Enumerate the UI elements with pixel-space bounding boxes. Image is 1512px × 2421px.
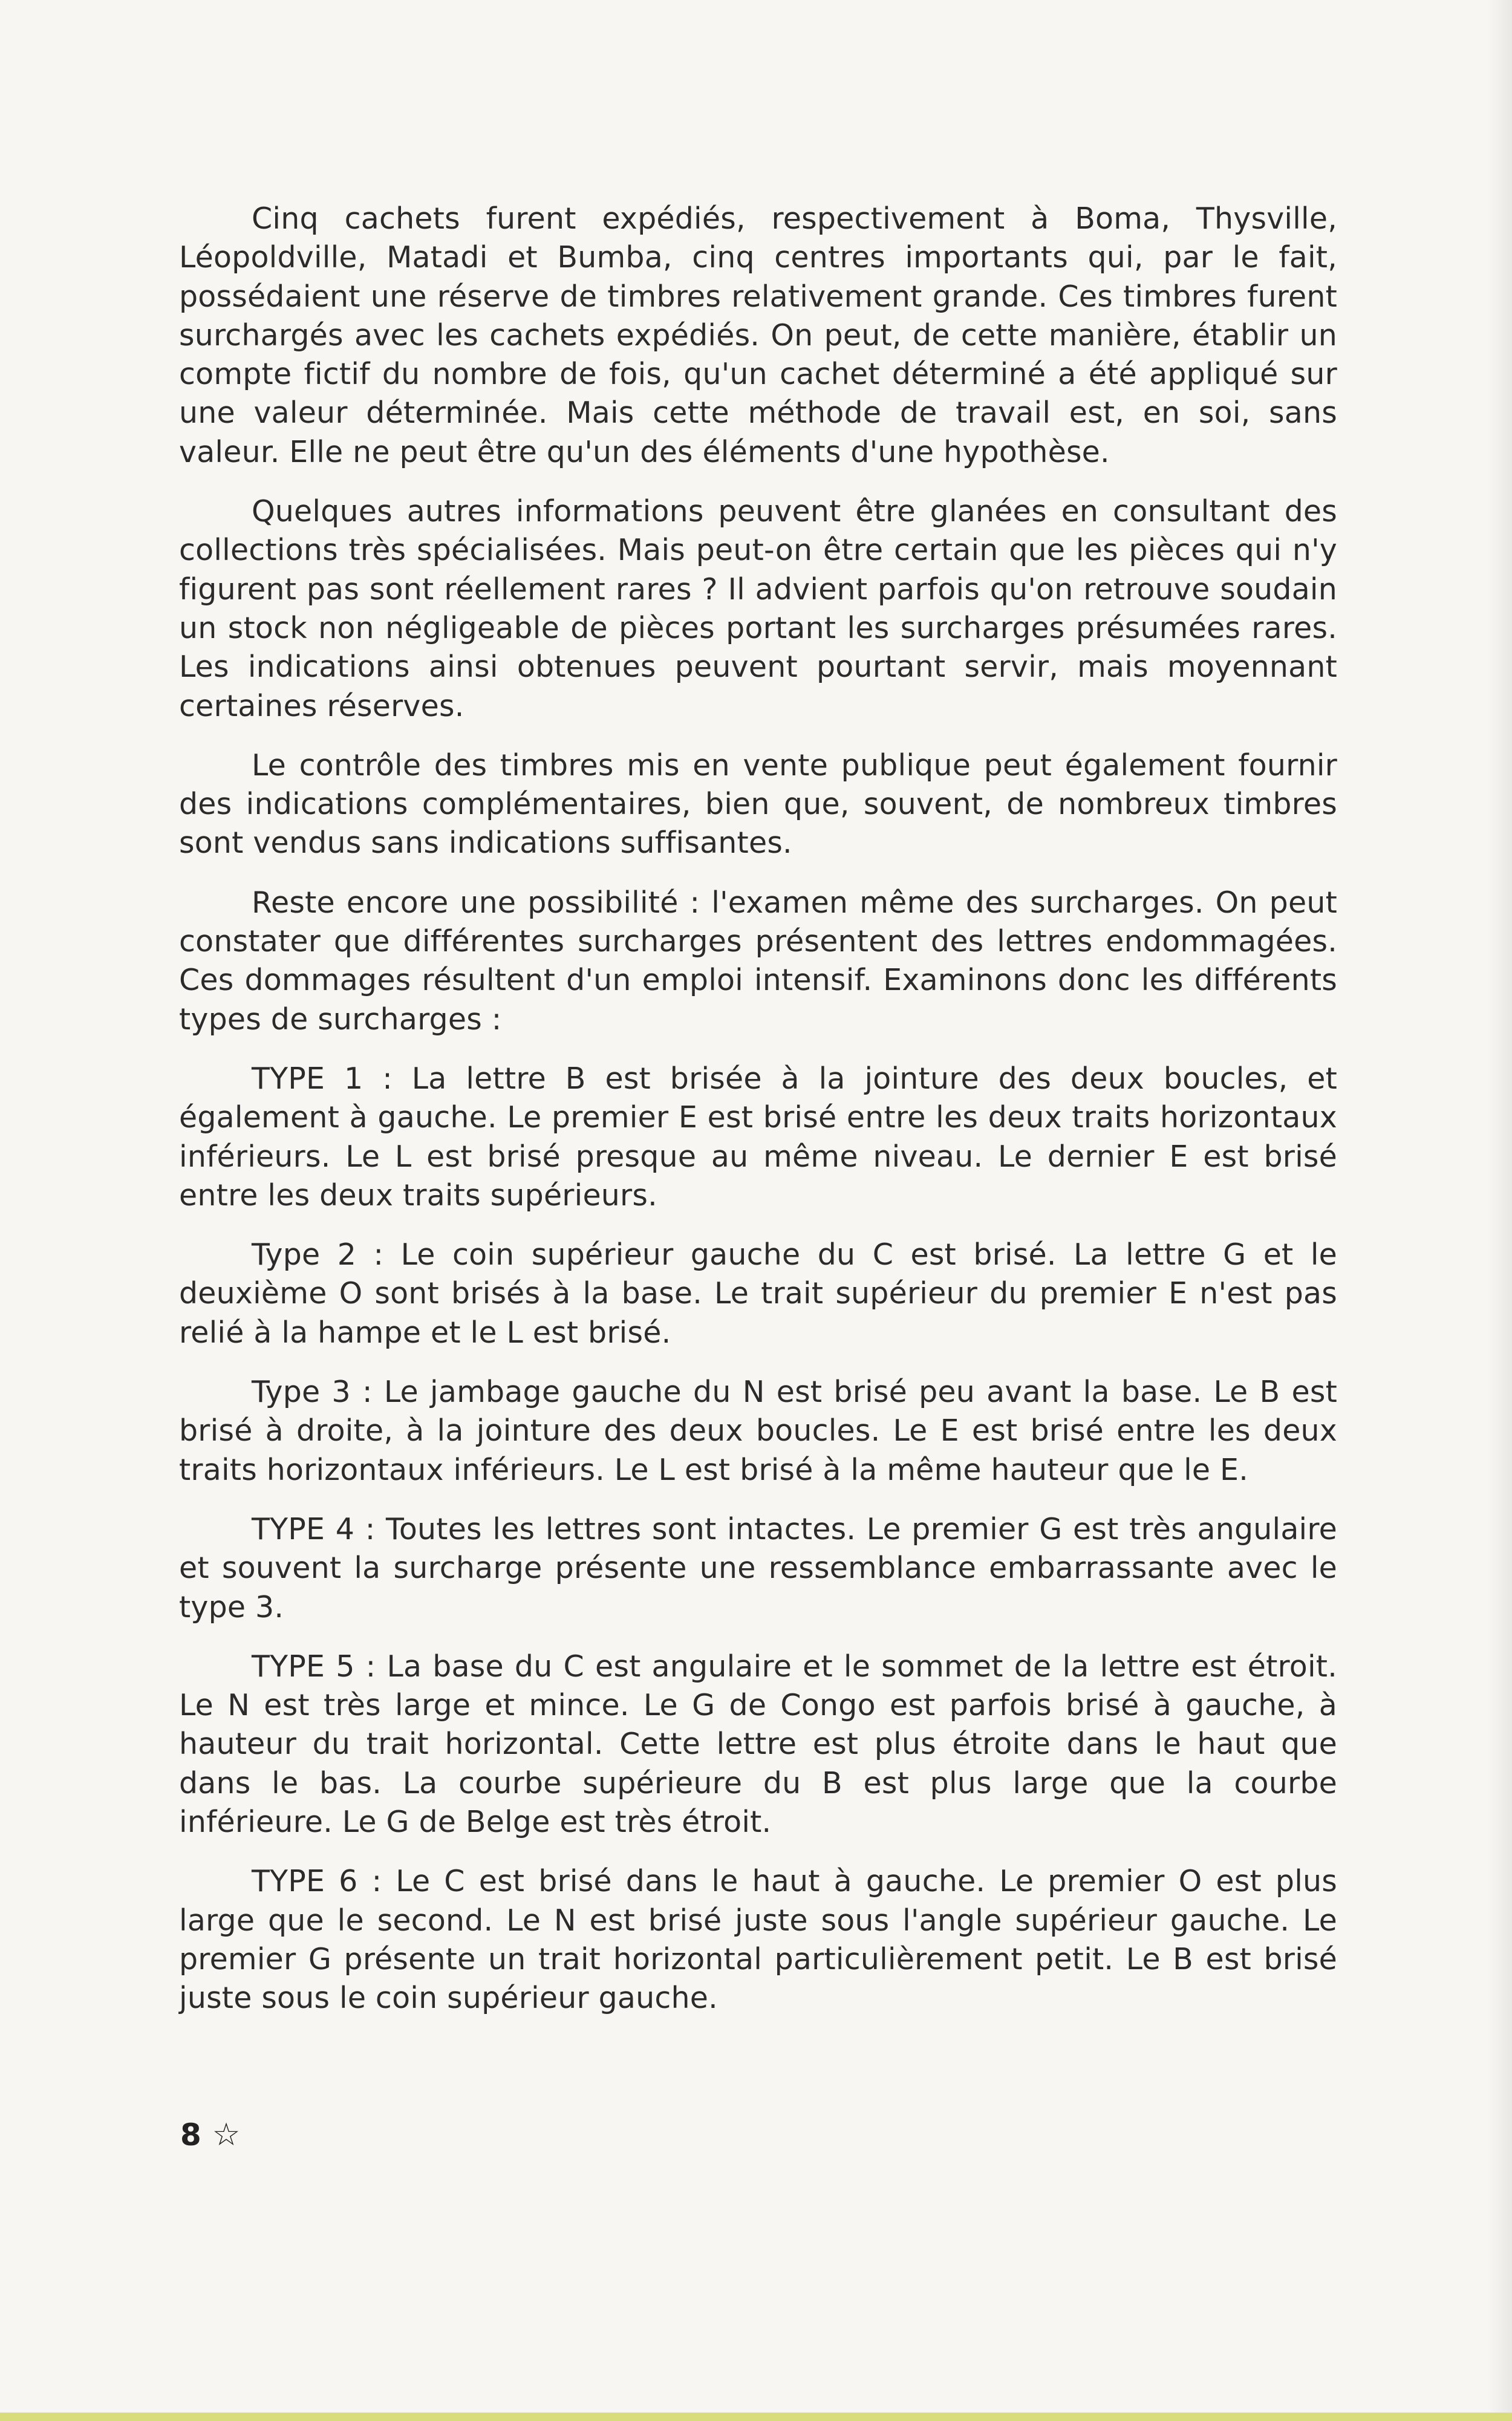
paragraph-type-3: Type 3 : Le jambage gauche du N est brisé peu avant la base. Le B est brisé à droite, à la jointure des deux boucles. Le E est brisé entre les deux traits horizontaux inférieurs. Le L est brisé à la même hauteur que le E.	[179, 1375, 1337, 1487]
paragraph-type-5: TYPE 5 : La base du C est angulaire et le sommet de la lettre est étroit. Le N est très large et mince. Le G de Congo est parfois brisé à gauche, à hauteur du trait horizontal. Cette lettre est plus étroite dans le haut que dans le bas. La courbe supérieure du B est plus large que la courbe inférieure. Le G de Belge est très étroit.	[179, 1649, 1337, 1839]
star-icon: ☆	[212, 2117, 241, 2153]
body-text	[179, 200, 1337, 2038]
paragraph-collections: Quelques autres informations peuvent être glanées en consultant des collections très spécialisées. Mais peut-on être certain que les pièces qui n'y figurent pas sont réellement rares ? Il advient parfois qu'on retrouve soudain un stock non négligeable de pièces portant les surcharges présumées rares. Les indications ainsi obtenues peuvent pourtant servir, mais moyennant certaines réserves.	[179, 494, 1337, 723]
page-number: 8	[180, 2117, 201, 2152]
paragraph-type-6: TYPE 6 : Le C est brisé dans le haut à gauche. Le premier O est plus large que le second. Le N est brisé juste sous l'angle supérieur gauche. Le premier G présente un trait horizontal particulièrement petit. Le B est brisé juste sous le coin supérieur gauche.	[179, 1864, 1337, 2016]
paragraph-type-4: TYPE 4 : Toutes les lettres sont intactes. Le premier G est très angulaire et souvent la surcharge présente une ressemblance embarrassante avec le type 3.	[179, 1511, 1337, 1624]
paragraph-cachets: Cinq cachets furent expédiés, respectivement à Boma, Thysville, Léopoldville, Matadi et Bumba, cinq centres importants qui, par le fait, possédaient une réserve de timbres relativement grande. Ces timbres furent surchargés avec les cachets expédiés. On peut, de cette manière, établir un compte fictif du nombre de fois, qu'un cachet déterminé a été appliqué sur une valeur déterminée. Mais cette méthode de travail est, en soi, sans valeur. Elle ne peut être qu'un des éléments d'une hypothèse.	[179, 201, 1337, 469]
page-footer	[180, 2117, 240, 2153]
paragraph-examen-surcharges: Reste encore une possibilité : l'examen même des surcharges. On peut constater que différentes surcharges présentent des lettres endommagées. Ces dommages résultent d'un emploi intensif. Examinons donc les différents types de surcharges :	[179, 885, 1337, 1037]
page-edge-shadow	[1488, 0, 1512, 2421]
paragraph-type-1: TYPE 1 : La lettre B est brisée à la jointure des deux boucles, et également à gauche. Le premier E est brisé entre les deux traits horizontaux inférieurs. Le L est brisé presque au même niveau. Le dernier E est brisé entre les deux traits supérieurs.	[179, 1061, 1337, 1213]
page-bottom-edge	[0, 2413, 1512, 2421]
paragraph-type-2: Type 2 : Le coin supérieur gauche du C est brisé. La lettre G et le deuxième O sont brisés à la base. Le trait supérieur du premier E n'est pas relié à la hampe et le L est brisé.	[179, 1237, 1337, 1350]
paragraph-vente-publique: Le contrôle des timbres mis en vente publique peut également fournir des indications complémentaires, bien que, souvent, de nombreux timbres sont vendus sans indications suffisantes.	[179, 748, 1337, 861]
